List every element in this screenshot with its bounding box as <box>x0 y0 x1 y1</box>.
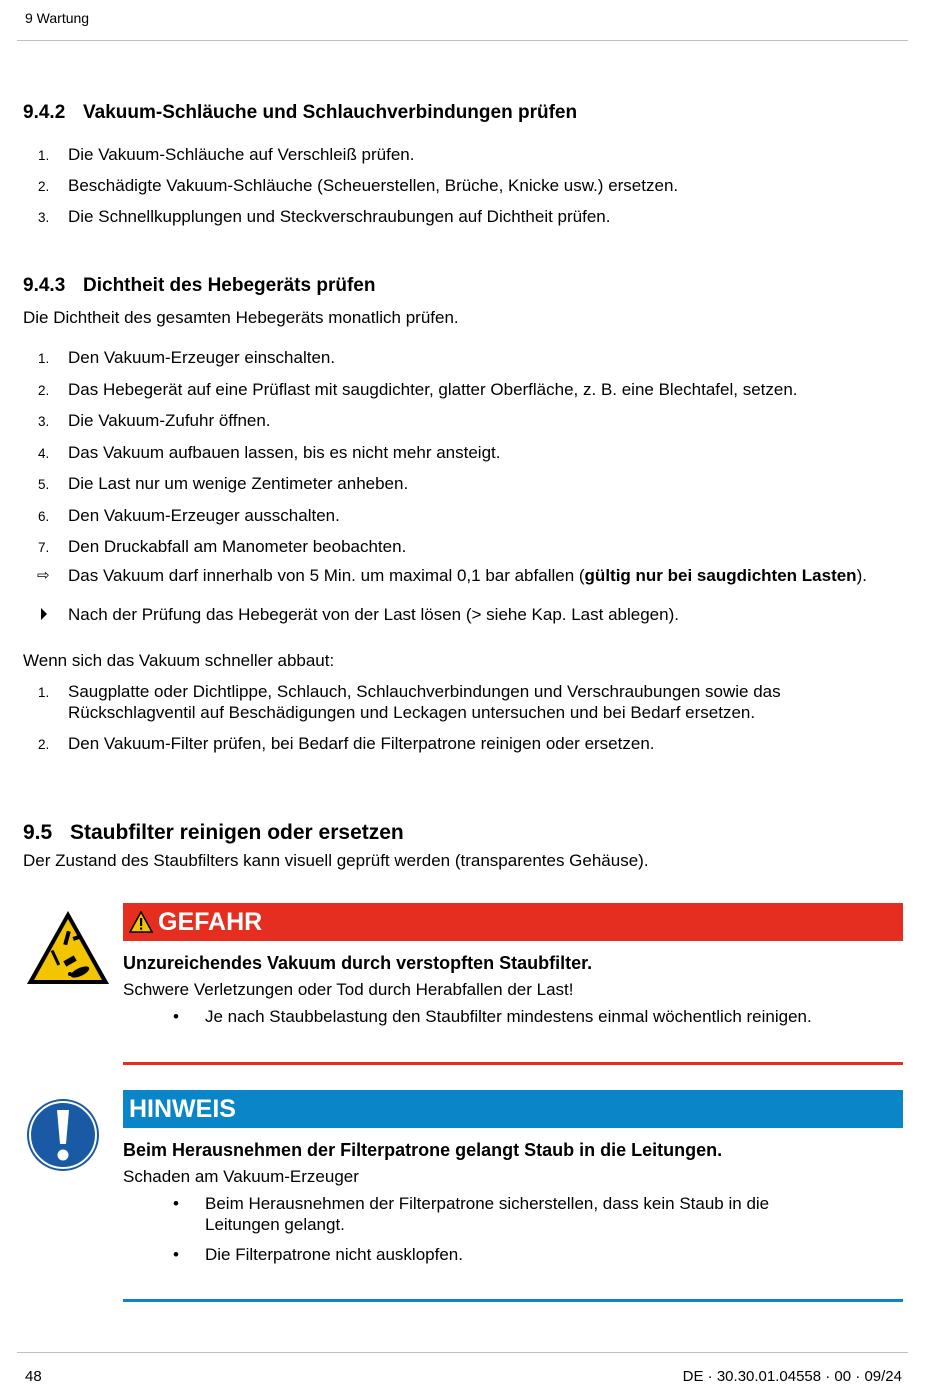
step-list <box>23 681 868 754</box>
header-rule <box>17 40 908 41</box>
page-number: 48 <box>25 1368 42 1385</box>
result-arrow-icon: ⇨ <box>37 567 50 584</box>
list-item: 1. Den Vakuum-Erzeuger einschalten. <box>38 348 336 367</box>
action-line: Nach der Prüfung das Hebegerät von der Last lösen (> siehe Kap. Last ablegen). <box>23 604 883 625</box>
info-end-rule <box>123 1299 903 1302</box>
section-intro: Die Dichtheit des gesamten Hebegeräts monatlich prüfen. <box>23 308 459 327</box>
hazard-consequence: Schwere Verletzungen oder Tod durch Herabfallen der Last! <box>123 980 574 999</box>
measure-list <box>123 1006 903 1027</box>
list-item: 5. Die Last nur um wenige Zentimeter anheben. <box>38 474 409 493</box>
running-header: 9 Wartung <box>25 10 90 26</box>
section-intro: Der Zustand des Staubfilters kann visuell geprüft werden (transparentes Gehäuse). <box>23 851 649 870</box>
section-title: Dichtheit des Hebegeräts prüfen <box>83 275 376 296</box>
section-number: 9.4.3 <box>23 275 66 296</box>
section-title: Staubfilter reinigen oder ersetzen <box>70 821 404 844</box>
list-item: 2. Den Vakuum-Filter prüfen, bei Bedarf die Filterpatrone reinigen oder ersetzen. <box>38 734 655 753</box>
section-9-4-3 <box>23 275 883 754</box>
list-item: 6. Den Vakuum-Erzeuger ausschalten. <box>38 505 340 525</box>
section-number: 9.5 <box>23 821 53 844</box>
info-bar <box>123 1090 903 1128</box>
section-title: Vakuum-Schläuche und Schlauchverbindungen prüfen <box>83 102 578 123</box>
condition-text: Wenn sich das Vakuum schneller abbaut: <box>23 651 335 670</box>
danger-bar <box>123 903 903 941</box>
list-item: 4. Das Vakuum aufbauen lassen, bis es nicht mehr ansteigt. <box>38 442 501 462</box>
info-notice <box>123 1090 903 1274</box>
document-id: DE · 30.30.01.04558 · 00 · 09/24 <box>682 1368 902 1385</box>
action-triangle-icon <box>41 608 47 620</box>
list-item: 2. Das Hebegerät auf eine Prüflast mit saugdichter, glatter Oberfläche, z. B. eine Blechtafel, setzen. <box>38 379 798 399</box>
section-9-5 <box>23 821 883 871</box>
list-item: • Die Filterpatrone nicht ausklopfen. <box>123 1244 903 1265</box>
step-list <box>23 347 883 557</box>
section-heading <box>23 275 883 297</box>
notice-consequence: Schaden am Vakuum-Erzeuger <box>123 1167 359 1186</box>
section-number: 9.4.2 <box>23 102 66 123</box>
signal-word: GEFAHR <box>158 907 263 936</box>
footer-rule <box>17 1352 908 1353</box>
step-list <box>23 144 883 227</box>
hazard-title: Unzureichendes Vakuum durch verstopften Staubfilter. <box>123 953 593 973</box>
list-item: 1. Die Vakuum-Schläuche auf Verschleiß prüfen. <box>38 145 415 164</box>
danger-end-rule <box>123 1062 903 1065</box>
list-item: 2. Beschädigte Vakuum-Schläuche (Scheuerstellen, Brüche, Knicke usw.) ersetzen. <box>38 176 679 195</box>
signal-word: HINWEIS <box>129 1094 236 1123</box>
list-item: 7. Den Druckabfall am Manometer beobachten. <box>38 537 407 556</box>
danger-notice <box>123 903 903 1036</box>
exclamation-mandatory-icon <box>24 1096 102 1174</box>
result-line: ⇨ Das Vakuum darf innerhalb von 5 Min. um maximal 0,1 bar abfallen (gültig nur bei saugdichten Lasten). <box>37 566 867 585</box>
falling-load-warning-icon <box>24 908 112 988</box>
section-heading <box>23 821 883 845</box>
section-heading <box>23 102 883 124</box>
warning-triangle-icon <box>129 911 153 933</box>
notice-title: Beim Herausnehmen der Filterpatrone gelangt Staub in die Leitungen. <box>123 1140 723 1160</box>
list-item: • Beim Herausnehmen der Filterpatrone sicherstellen, dass kein Staub in die Leitungen gelangt. <box>123 1193 805 1235</box>
list-item: 3. Die Vakuum-Zufuhr öffnen. <box>38 411 271 430</box>
list-item: • Je nach Staubbelastung den Staubfilter mindestens einmal wöchentlich reinigen. <box>123 1006 903 1027</box>
measure-list <box>123 1193 903 1265</box>
list-item: 1. Saugplatte oder Dichtlippe, Schlauch, Schlauchverbindungen und Verschraubungen sowie das Rückschlagventil auf Beschädigungen und Leckagen untersuchen und bei Bedarf ersetzen. <box>38 682 781 722</box>
list-item: 3. Die Schnellkupplungen und Steckverschraubungen auf Dichtheit prüfen. <box>38 207 611 226</box>
section-9-4-2 <box>23 102 883 227</box>
